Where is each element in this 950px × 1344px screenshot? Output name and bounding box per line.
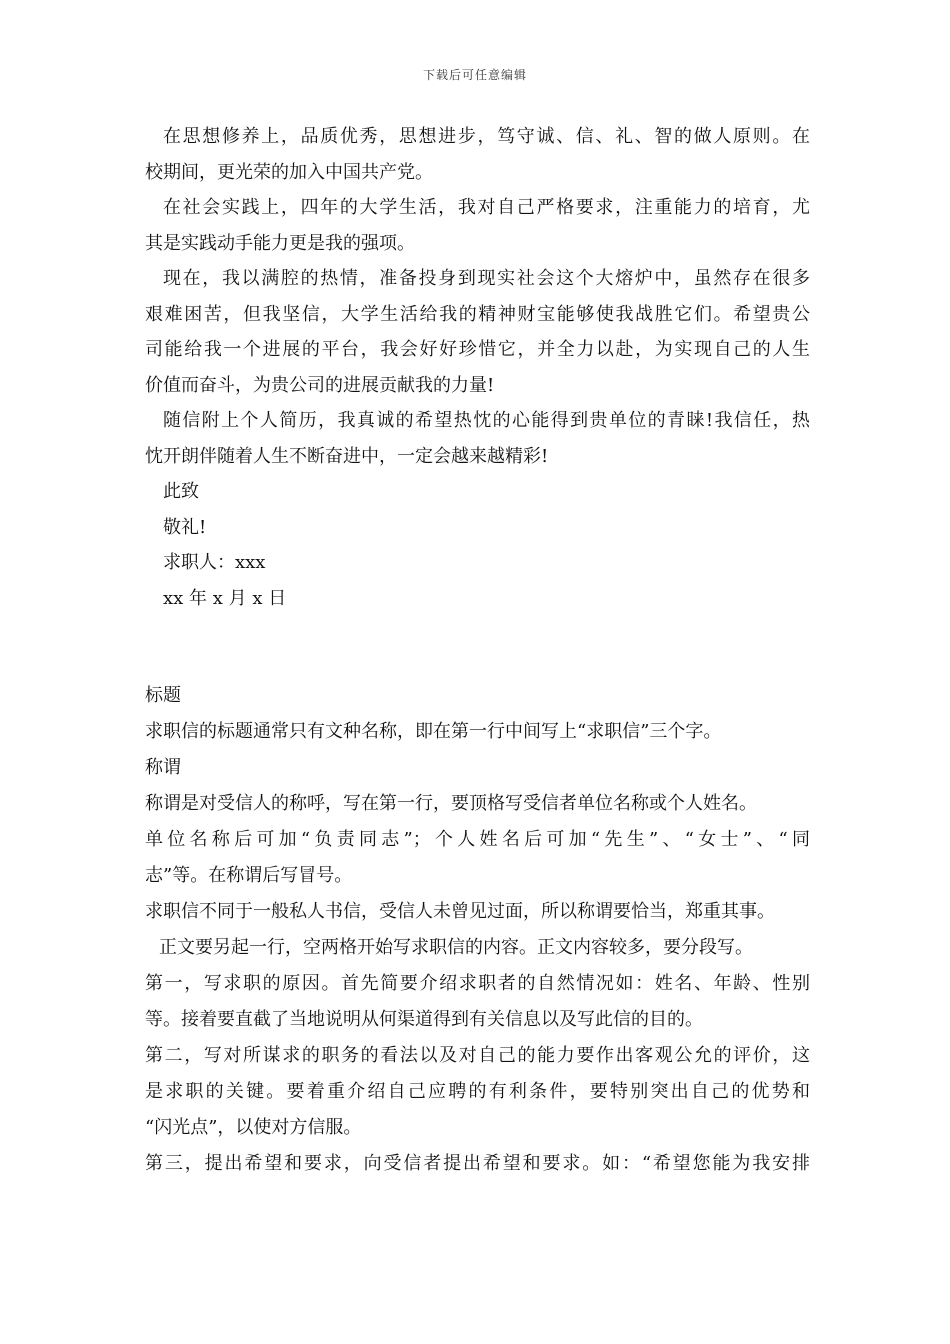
paragraph-line: 其是实践动手能力更是我的强项。 [145, 232, 415, 254]
closing-regards: 敬礼! [163, 516, 207, 538]
paragraph-line: 价值而奋斗，为贵公司的进展贡献我的力量! [145, 374, 495, 396]
paragraph-line: 忱开朗伴随着人生不断奋进中，一定会越来越精彩! [145, 445, 549, 467]
paragraph-line: 随信附上个人简历，我真诚的希望热忱的心能得到贵单位的青睐!我信任，热 [163, 410, 810, 431]
guide-line: 是求职的关键。要着重介绍自己应聘的有利条件，要特别突出自己的优势和 [145, 1081, 810, 1102]
writing-guide [145, 678, 810, 1182]
section-gap [145, 616, 810, 678]
signature-line: 求职人：xxx [163, 552, 266, 573]
paragraph-line: 现在，我以满腔的热情，准备投身到现实社会这个大熔炉中，虽然存在很多 [163, 268, 810, 289]
section-heading-salutation: 称谓 [145, 757, 181, 778]
guide-line: 第二，写对所谋求的职务的看法以及对自己的能力要作出客观公允的评价，这 [145, 1045, 810, 1066]
guide-line: 志”等。在称谓后写冒号。 [145, 865, 353, 886]
paragraph-line: 艰难困苦，但我坚信，大学生活给我的精神财宝能够使我战胜它们。希望贵公 [145, 303, 810, 325]
document-body [145, 119, 810, 1182]
guide-line: 第一，写求职的原因。首先简要介绍求职者的自然情况如：姓名、年龄、性别 [145, 973, 810, 994]
cover-letter-body [145, 119, 810, 616]
paragraph-line: 在思想修养上，品质优秀，思想进步，笃守诚、信、礼、智的做人原则。在 [163, 126, 810, 147]
closing-salutation: 此致 [163, 481, 199, 502]
section-heading-title: 标题 [145, 685, 181, 706]
page-header: 下载后可任意编辑 [422, 68, 527, 82]
guide-line: 单位名称后可加“负责同志”；个人姓名后可加“先生”、“女士”、“同 [145, 829, 810, 850]
paragraph-line: 在社会实践上，四年的大学生活，我对自己严格要求，注重能力的培育，尤 [163, 197, 810, 218]
guide-line: 正文要另起一行，空两格开始写求职信的内容。正文内容较多，要分段写。 [159, 937, 753, 958]
guide-line: 等。接着要直截了当地说明从何渠道得到有关信息以及写此信的目的。 [145, 1009, 703, 1030]
paragraph-line: 校期间，更光荣的加入中国共产党。 [145, 161, 433, 183]
guide-line: 第三，提出希望和要求，向受信者提出希望和要求。如：“希望您能为我安排 [145, 1153, 810, 1174]
guide-line: 求职信不同于一般私人书信，受信人未曾见过面，所以称谓要恰当，郑重其事。 [145, 901, 775, 922]
guide-line: 求职信的标题通常只有文种名称，即在第一行中间写上“求职信”三个字。 [145, 721, 722, 742]
guide-line: “闪光点”，以使对方信服。 [145, 1117, 362, 1138]
paragraph-line: 司能给我一个进展的平台，我会好好珍惜它，并全力以赴，为实现自己的人生 [145, 339, 810, 360]
date-line: xx 年 x 月 x 日 [163, 587, 287, 609]
guide-line: 称谓是对受信人的称呼，写在第一行，要顶格写受信者单位名称或个人姓名。 [145, 793, 757, 814]
